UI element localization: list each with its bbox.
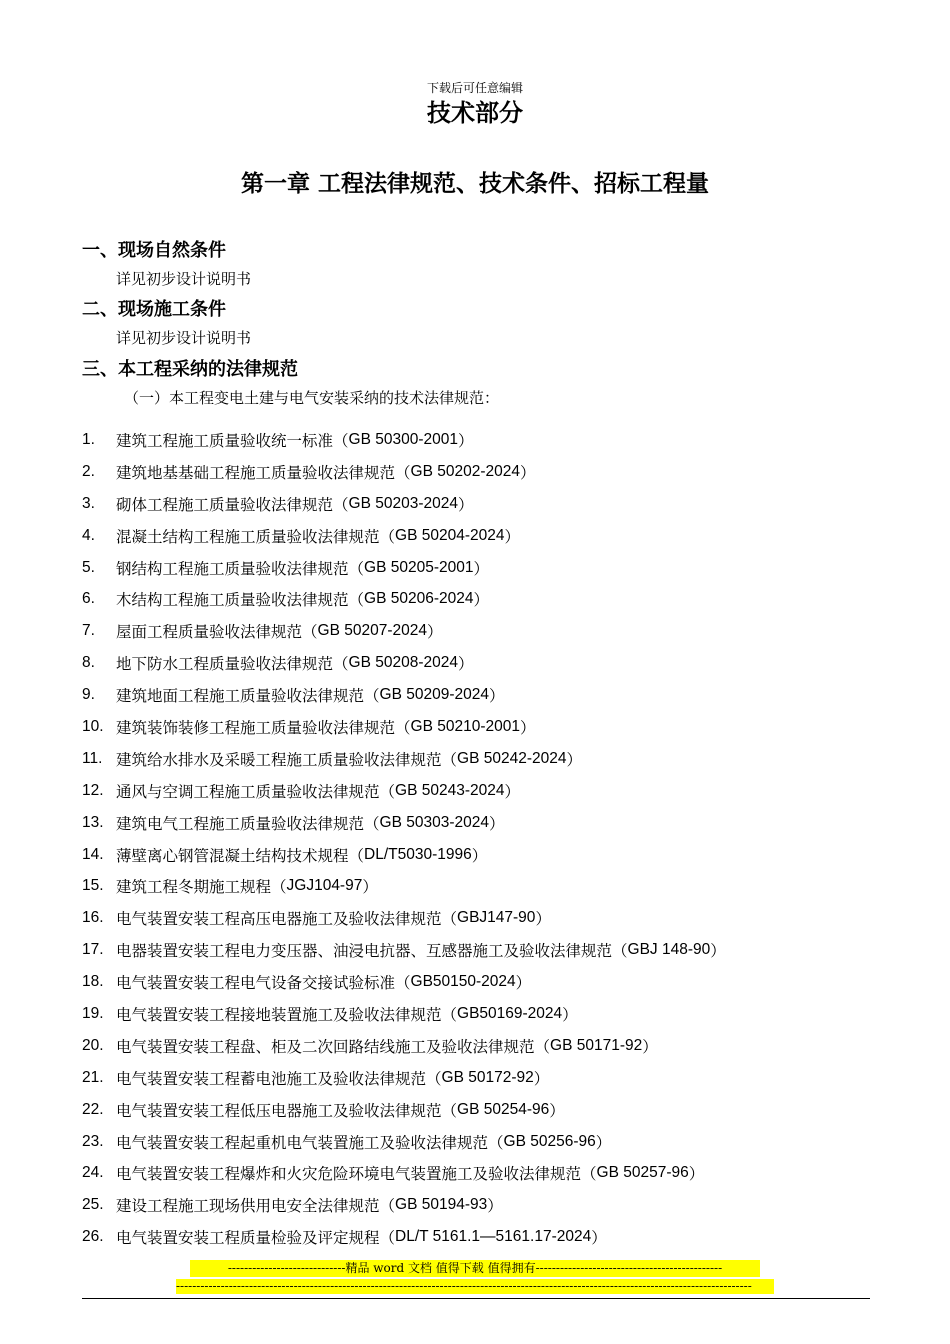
list-item-close-paren: ） (473, 591, 489, 610)
list-item-number: 6. (82, 590, 95, 608)
list-item-close-paren: ） (688, 1165, 705, 1184)
list-item-title: 薄壁离心钢管混凝土结构技术规程（ (116, 846, 365, 865)
list-item-number: 5. (82, 558, 95, 576)
list-item (82, 839, 922, 871)
list-item (82, 1189, 922, 1221)
list-item-title: 电气装置安装工程蓄电池施工及验收法律规范（ (116, 1069, 442, 1088)
list-item-code: GB 50202-2024 (410, 462, 520, 480)
list-item-code: JGJ104-97 (286, 877, 363, 895)
list-item (82, 552, 922, 584)
list-item-number: 12. (82, 781, 104, 799)
list-item-code: GB 50209-2024 (379, 686, 489, 704)
list-item-title: 建设工程施工现场供用电安全法律规范（ (116, 1197, 396, 1216)
list-item-code: GB 50257-96 (596, 1164, 689, 1182)
list-item-close-paren: ） (457, 655, 474, 674)
list-item-code: GB50169-2024 (457, 1004, 563, 1022)
list-item (82, 1062, 922, 1094)
list-item-code: GBJ 148-90 (627, 941, 711, 959)
list-item-close-paren: ） (591, 1229, 607, 1248)
top-note: 下载后可任意编辑 (426, 81, 523, 95)
list-item-close-paren: ） (549, 1101, 565, 1120)
section-body-construction-conditions: 详见初步设计说明书 (116, 329, 252, 347)
list-item (82, 615, 922, 647)
section-heading-construction-conditions: 二、现场施工条件 (82, 299, 226, 320)
list-item-number: 26. (82, 1228, 104, 1246)
list-item-number: 19. (82, 1004, 104, 1022)
list-item-number: 1. (82, 430, 95, 448)
list-item-title: 电气装置安装工程质量检验及评定规程（ (116, 1229, 396, 1248)
list-item-code: GB 50254-96 (457, 1100, 550, 1118)
section-heading-legal-norms: 三、本工程采纳的法律规范 (82, 359, 298, 380)
list-item-code: GB 50242-2024 (457, 749, 567, 767)
list-item-close-paren: ） (515, 974, 532, 993)
list-item-close-paren: ） (362, 878, 378, 897)
list-item-close-paren: ） (426, 623, 443, 642)
list-item-title: 建筑地基基础工程施工质量验收法律规范（ (116, 463, 411, 482)
list-item (82, 902, 922, 934)
list-item-number: 13. (82, 813, 104, 831)
list-item-code: GB 50303-2024 (379, 813, 489, 831)
list-item-number: 24. (82, 1164, 104, 1182)
list-item-code: GB 50208-2024 (348, 654, 458, 672)
list-item-close-paren: ） (519, 463, 536, 482)
list-item-title: 电气装置安装工程接地装置施工及验收法律规范（ (116, 1005, 458, 1024)
subsection-title: （一）本工程变电土建与电气安装采纳的技术法律规范： (124, 389, 500, 407)
list-item-number: 4. (82, 526, 95, 544)
list-item-number: 21. (82, 1068, 104, 1086)
list-item-code: GB 50243-2024 (395, 781, 505, 799)
list-item (82, 679, 922, 711)
section-heading-natural-conditions: 一、现场自然条件 (82, 240, 226, 261)
list-item-number: 8. (82, 654, 95, 672)
list-item-close-paren: ） (710, 942, 726, 961)
list-item-title: 钢结构工程施工质量验收法律规范（ (116, 559, 365, 578)
list-item (82, 711, 922, 743)
list-item (82, 456, 922, 488)
list-item-title: 电气装置安装工程电气设备交接试验标准（ (116, 974, 411, 993)
list-item-number: 14. (82, 845, 104, 863)
list-item-code: GB 50204-2024 (395, 526, 505, 544)
list-item-code: GBJ147-90 (457, 909, 536, 927)
list-item-close-paren: ） (488, 814, 505, 833)
list-item-title: 建筑工程施工质量验收统一标准（ (116, 431, 349, 450)
list-item-code: GB 50210-2001 (410, 717, 520, 735)
list-item (82, 966, 922, 998)
list-item (82, 934, 922, 966)
list-item-number: 22. (82, 1100, 104, 1118)
list-item-code: GB 50256-96 (503, 1132, 596, 1150)
list-item (82, 743, 922, 775)
list-item (82, 520, 922, 552)
page-title: 技术部分 (427, 98, 523, 127)
list-item-number: 15. (82, 877, 104, 895)
list-item-title: 建筑给水排水及采暖工程施工质量验收法律规范（ (116, 750, 458, 769)
list-item (82, 807, 922, 839)
list-item-close-paren: ） (487, 1197, 503, 1216)
list-item-number: 2. (82, 462, 95, 480)
list-item-title: 建筑装饰装修工程施工质量验收法律规范（ (116, 718, 411, 737)
list-item-title: 通风与空调工程施工质量验收法律规范（ (116, 782, 396, 801)
list-item (82, 870, 922, 902)
list-item-close-paren: ） (595, 1133, 612, 1152)
list-item-number: 16. (82, 909, 104, 927)
list-item-title: 地下防水工程质量验收法律规范（ (116, 655, 349, 674)
list-item-title: 电气装置安装工程爆炸和火灾危险环境电气装置施工及验收法律规范（ (116, 1165, 597, 1184)
list-item-title: 电气装置安装工程起重机电气装置施工及验收法律规范（ (116, 1133, 504, 1152)
footer-highlight-line-1: -----------------------------精品 word 文档 值得下载 值得拥有---------------------------------------------- (190, 1260, 760, 1277)
list-item-number: 18. (82, 973, 104, 991)
list-item-close-paren: ） (519, 718, 536, 737)
list-item-code: GB 50172-92 (441, 1068, 534, 1086)
list-item-title: 屋面工程质量验收法律规范（ (116, 623, 318, 642)
list-item-code: GB 50207-2024 (317, 622, 427, 640)
list-item (82, 1094, 922, 1126)
list-item-number: 17. (82, 941, 104, 959)
list-item-close-paren: ） (488, 687, 505, 706)
list-item-title: 电气装置安装工程盘、柜及二次回路结线施工及验收法律规范（ (116, 1037, 551, 1056)
list-item-number: 23. (82, 1132, 104, 1150)
list-item-close-paren: ） (504, 782, 520, 801)
list-item-code: GB 50205-2001 (364, 558, 474, 576)
list-item-number: 11. (82, 749, 103, 767)
list-item-code: GB 50300-2001 (348, 430, 458, 448)
list-item (82, 998, 922, 1030)
list-item-title: 建筑电气工程施工质量验收法律规范（ (116, 814, 380, 833)
list-item-code: GB 50171-92 (550, 1036, 643, 1054)
list-item-close-paren: ） (562, 1005, 578, 1024)
list-item-close-paren: ） (504, 527, 520, 546)
list-item (82, 1221, 922, 1253)
list-item-code: DL/T5030-1996 (364, 845, 472, 863)
list-item-number: 20. (82, 1036, 104, 1054)
list-item-title: 砌体工程施工质量验收法律规范（ (116, 495, 349, 514)
list-item-close-paren: ） (533, 1069, 550, 1088)
list-item-close-paren: ） (471, 846, 488, 865)
list-item-title: 木结构工程施工质量验收法律规范（ (116, 591, 365, 610)
list-item-number: 9. (82, 686, 95, 704)
list-item-code: GB 50194-93 (395, 1196, 488, 1214)
list-item-close-paren: ） (642, 1037, 658, 1056)
list-item-number: 7. (82, 622, 95, 640)
list-item-title: 电气装置安装工程低压电器施工及验收法律规范（ (116, 1101, 458, 1120)
list-item-title: 电气装置安装工程高压电器施工及验收法律规范（ (116, 910, 458, 929)
list-item-title: 建筑工程冬期施工规程（ (116, 878, 287, 897)
list-item-title: 电器装置安装工程电力变压器、油浸电抗器、互感器施工及验收法律规范（ (116, 942, 628, 961)
list-item-close-paren: ） (457, 431, 474, 450)
list-item-close-paren: ） (535, 910, 551, 929)
footer-highlight-line-2: ---------------------------------------------------------------------------------------------------------------------------------------------- (176, 1279, 774, 1294)
list-item-number: 25. (82, 1196, 104, 1214)
list-item-close-paren: ） (566, 750, 582, 769)
list-item (82, 1126, 922, 1158)
list-item-number: 3. (82, 494, 95, 512)
list-item-close-paren: ） (457, 495, 474, 514)
list-item (82, 1030, 922, 1062)
list-item (82, 775, 922, 807)
list-item-title: 建筑地面工程施工质量验收法律规范（ (116, 687, 380, 706)
chapter-title: 第一章 工程法律规范、技术条件、招标工程量 (240, 170, 709, 197)
list-item-code: GB 50203-2024 (348, 494, 458, 512)
list-item (82, 488, 922, 520)
list-item (82, 424, 922, 456)
list-item (82, 647, 922, 679)
section-body-natural-conditions: 详见初步设计说明书 (116, 270, 252, 288)
list-item-close-paren: ） (473, 559, 489, 578)
list-item-title: 混凝土结构工程施工质量验收法律规范（ (116, 527, 396, 546)
list-item (82, 583, 922, 615)
list-item (82, 1157, 922, 1189)
list-item-code: GB 50206-2024 (364, 590, 474, 608)
standards-list (82, 424, 922, 1253)
list-item-number: 10. (82, 717, 104, 735)
list-item-code: DL/T 5161.1—5161.17-2024 (395, 1228, 592, 1246)
footer-rule (82, 1298, 870, 1299)
list-item-code: GB50150-2024 (410, 973, 516, 991)
